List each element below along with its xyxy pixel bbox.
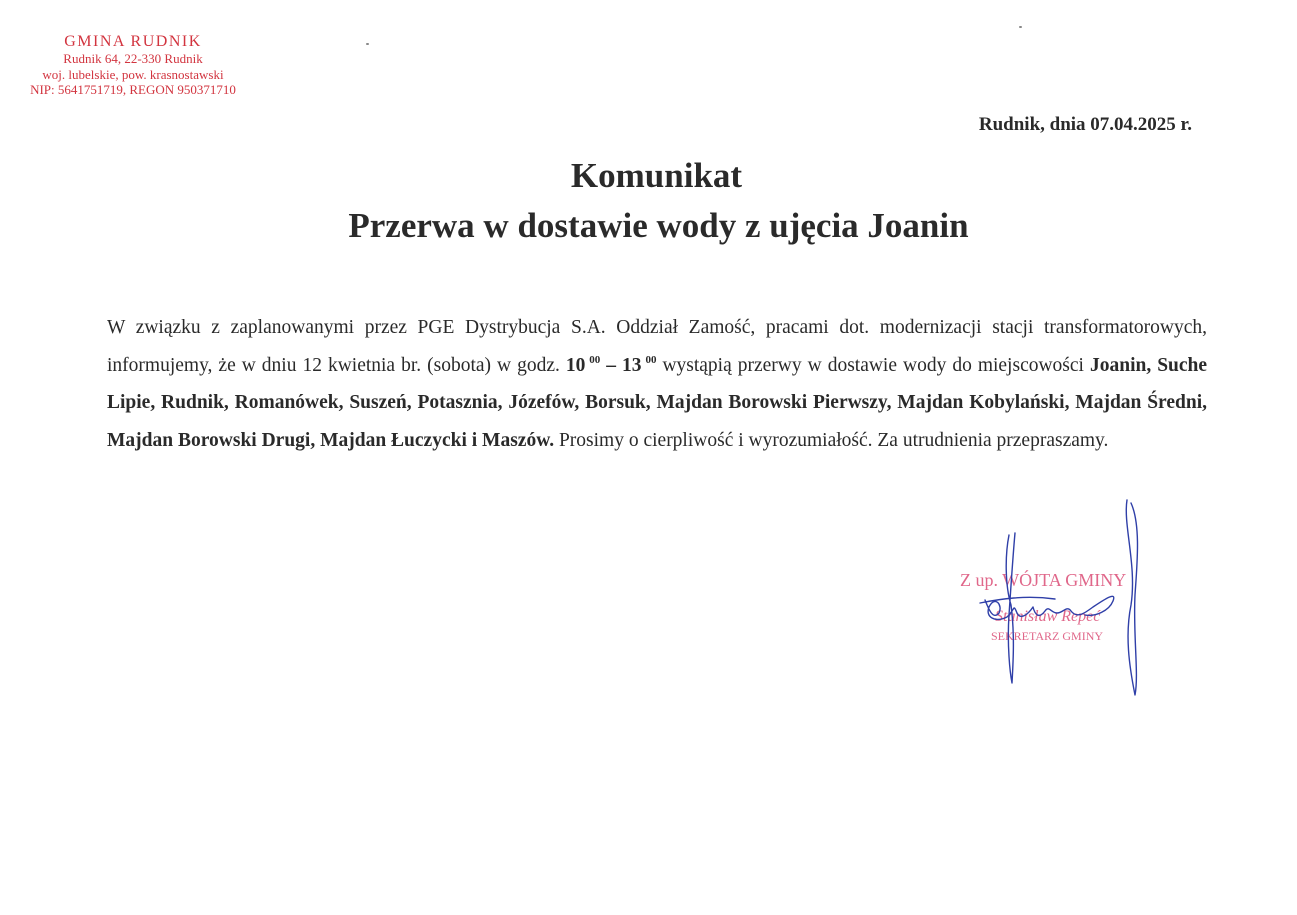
- municipality-stamp: [18, 32, 248, 98]
- intro-text: W związku z zaplanowanymi przez PGE Dystrybucja S.A. Oddział Zamość, pracami dot. modernizacji stacji transformatorowych, informujemy, że w dniu 12 kwietnia br. (sobota) w godz.: [107, 317, 1207, 376]
- page-title: Komunikat: [570, 156, 743, 195]
- time-separator: –: [606, 354, 617, 376]
- signature-stamp-name: Stanisław Repeć: [995, 608, 1101, 625]
- scan-speck: [366, 43, 369, 45]
- signature-block: [955, 495, 1175, 700]
- announcement-paragraph: [107, 309, 1207, 459]
- date-line: Rudnik, dnia 07.04.2025 r.: [978, 114, 1192, 135]
- outage-text: wystąpią przerwy w dostawie wody do miejscowości: [662, 354, 1084, 376]
- signature-stamp-role: SEKRETARZ GMINY: [991, 629, 1104, 643]
- handwritten-signature: [955, 495, 1175, 700]
- closing-text: Prosimy o cierpliwość i wyrozumiałość. Za utrudnienia przepraszamy.: [558, 429, 1109, 451]
- stamp-name: GMINA RUDNIK: [64, 33, 202, 50]
- time-start-minutes: 00: [589, 353, 601, 366]
- announcement-body: [107, 309, 1207, 459]
- stamp-ids: NIP: 5641751719, REGON 950371710: [30, 82, 236, 98]
- stamp-address: Rudnik 64, 22-330 Rudnik: [63, 51, 203, 67]
- signature-stamp-authority: Z up. WÓJTA GMINY: [960, 570, 1127, 590]
- page-subtitle: Przerwa w dostawie wody z ujęcia Joanin: [348, 206, 969, 245]
- scan-speck: [1019, 26, 1022, 28]
- localities-list: Joanin, Suche Lipie, Rudnik, Romanówek, Suszeń, Potasznia, Józefów, Borsuk, Majdan Borowski Pierwszy, Majdan Kobylański, Majdan Średni, Majdan Borowski Drugi, Majdan Łuczycki i Maszów.: [107, 354, 1208, 451]
- time-end-hour: 13: [622, 354, 642, 376]
- stamp-region: woj. lubelskie, pow. krasnostawski: [42, 66, 224, 82]
- time-range: [566, 355, 657, 376]
- time-end-minutes: 00: [645, 353, 657, 366]
- time-start-hour: 10: [565, 354, 586, 376]
